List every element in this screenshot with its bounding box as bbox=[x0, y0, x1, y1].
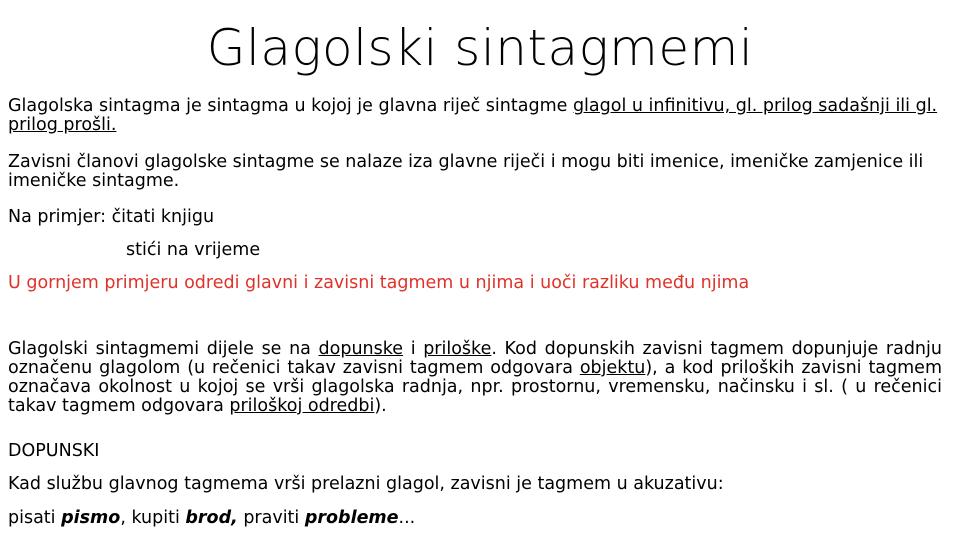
types-text-2: i bbox=[403, 339, 424, 359]
section-heading-dopunski: DOPUNSKI bbox=[8, 441, 100, 461]
term-priloske: priloške bbox=[423, 339, 492, 359]
types-text-4: ), a kod priloških zavisni tagmem označava okolnost u kojoj se vrši glagolska radnja, npr. prostornu, vremensku, načinsku i sl. ( u rečenici takav tagmem odgovara bbox=[8, 358, 943, 416]
example-verb-1: pisati bbox=[8, 508, 62, 528]
example-object-3: probleme bbox=[304, 508, 399, 528]
example-verb-2: , kupiti bbox=[120, 508, 186, 528]
example-line-2: stići na vrijeme bbox=[126, 240, 261, 260]
types-text-3: . Kod dopunskih zavisni tagmem dopunjuje radnju označenu glagolom (u rečenici takav zavisni tagmem odgovara bbox=[8, 339, 942, 378]
definition-text: Glagolska sintagma je sintagma u kojoj je glavna riječ sintagme bbox=[8, 96, 573, 116]
example-object-2: brod, bbox=[185, 508, 238, 528]
paragraph-dependent-members: Zavisni članovi glagolske sintagme se nalaze iza glavne riječi i mogu biti imenice, imeničke zamjenice ili imeničke sintagme. bbox=[8, 152, 924, 191]
examples-accusative bbox=[8, 508, 415, 528]
paragraph-definition bbox=[8, 97, 948, 135]
paragraph-types bbox=[8, 340, 942, 416]
transitive-verb-rule: Kad službu glavnog tagmema vrši prelazni glagol, zavisni je tagmem u akuzativu: bbox=[8, 474, 724, 494]
term-dopunske: dopunske bbox=[318, 339, 404, 359]
term-priloskoj-odredbi: priloškoj odredbi bbox=[229, 396, 375, 416]
example-verb-3: praviti bbox=[237, 508, 305, 528]
example-ellipsis: ... bbox=[398, 508, 416, 528]
types-text-5: ). bbox=[374, 396, 387, 416]
types-text-1: Glagolski sintagmemi dijele se na bbox=[8, 339, 319, 359]
task-instruction: U gornjem primjeru odredi glavni i zavisni tagmem u njima i uoči razliku među njima bbox=[8, 273, 750, 293]
definition-underlined: glagol u infinitivu, gl. prilog sadašnji ili gl. prilog prošli. bbox=[8, 96, 938, 135]
example-object-1: pismo bbox=[61, 508, 121, 528]
term-objektu: objektu bbox=[579, 358, 646, 378]
example-line-1: Na primjer: čitati knjigu bbox=[8, 207, 215, 227]
slide-title: Glagolski sintagmemi bbox=[206, 19, 754, 77]
